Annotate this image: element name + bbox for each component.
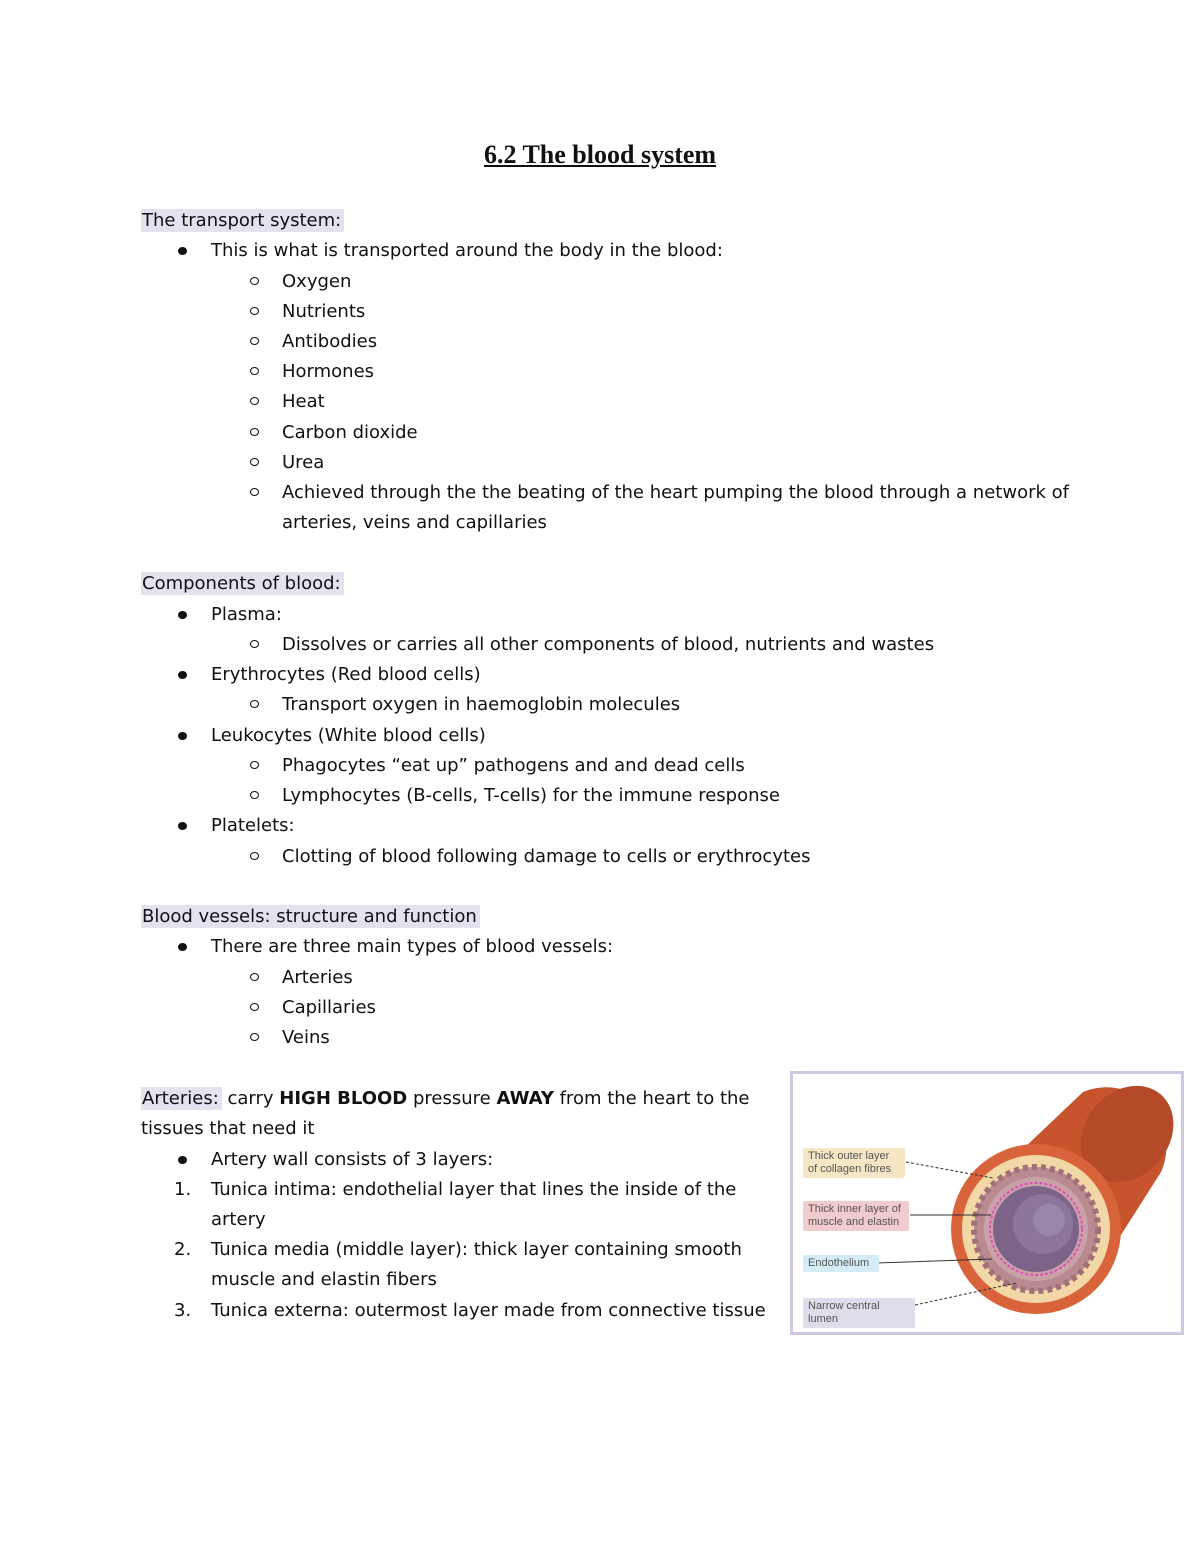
list-item: There are three main types of blood vessels: xyxy=(211,936,614,957)
list-item: Platelets: xyxy=(211,815,295,836)
numbered-item-continuation: muscle and elastin fibers xyxy=(211,1269,437,1290)
list-item: Carbon dioxide xyxy=(282,422,418,443)
list-item: Veins xyxy=(282,1027,330,1048)
arteries-paragraph-continuation: tissues that need it xyxy=(141,1118,315,1139)
list-item: Heat xyxy=(282,391,325,412)
numbered-item: 3. Tunica externa: outermost layer made from connective tissue xyxy=(174,1300,766,1321)
list-item: This is what is transported around the body in the blood: xyxy=(211,240,723,261)
label-endothelium: Endothelium xyxy=(803,1255,879,1272)
label-inner-layer: Thick inner layer of muscle and elastin xyxy=(803,1201,909,1231)
label-outer-layer: Thick outer layer of collagen fibres xyxy=(803,1148,905,1178)
list-item: Arteries xyxy=(282,967,353,988)
section-heading-components: Components of blood: xyxy=(141,572,344,596)
page-title: 6.2 The blood system xyxy=(483,140,717,169)
list-item: Antibodies xyxy=(282,331,378,352)
section-heading-transport: The transport system: xyxy=(141,209,344,233)
list-item: Clotting of blood following damage to cells or erythrocytes xyxy=(282,846,811,867)
label-lumen: Narrow central lumen xyxy=(803,1298,915,1328)
list-item: Hormones xyxy=(282,361,375,382)
numbered-item: 1. Tunica intima: endothelial layer that lines the inside of the xyxy=(174,1179,737,1200)
section-heading-vessels: Blood vessels: structure and function xyxy=(141,905,480,929)
list-item: Urea xyxy=(282,452,325,473)
list-item-continuation: arteries, veins and capillaries xyxy=(282,512,547,533)
list-item: Transport oxygen in haemoglobin molecules xyxy=(282,694,681,715)
artery-diagram xyxy=(790,1071,1184,1335)
arteries-paragraph: Arteries: carry HIGH BLOOD pressure AWAY from the heart to the xyxy=(142,1088,750,1109)
list-item: Erythrocytes (Red blood cells) xyxy=(211,664,481,685)
list-item: Dissolves or carries all other components of blood, nutrients and wastes xyxy=(282,634,935,655)
list-item: Artery wall consists of 3 layers: xyxy=(211,1149,494,1170)
list-item: Plasma: xyxy=(211,604,282,625)
list-item: Oxygen xyxy=(282,271,352,292)
numbered-item-continuation: artery xyxy=(211,1209,266,1230)
numbered-item: 2. Tunica media (middle layer): thick layer containing smooth xyxy=(174,1239,742,1260)
list-item: Nutrients xyxy=(282,301,366,322)
list-item: Leukocytes (White blood cells) xyxy=(211,725,486,746)
list-item: Lymphocytes (B-cells, T-cells) for the immune response xyxy=(282,785,780,806)
list-item: Capillaries xyxy=(282,997,376,1018)
list-item: Phagocytes “eat up” pathogens and and dead cells xyxy=(282,755,745,776)
list-item: Achieved through the the beating of the heart pumping the blood through a network of xyxy=(282,482,1069,503)
